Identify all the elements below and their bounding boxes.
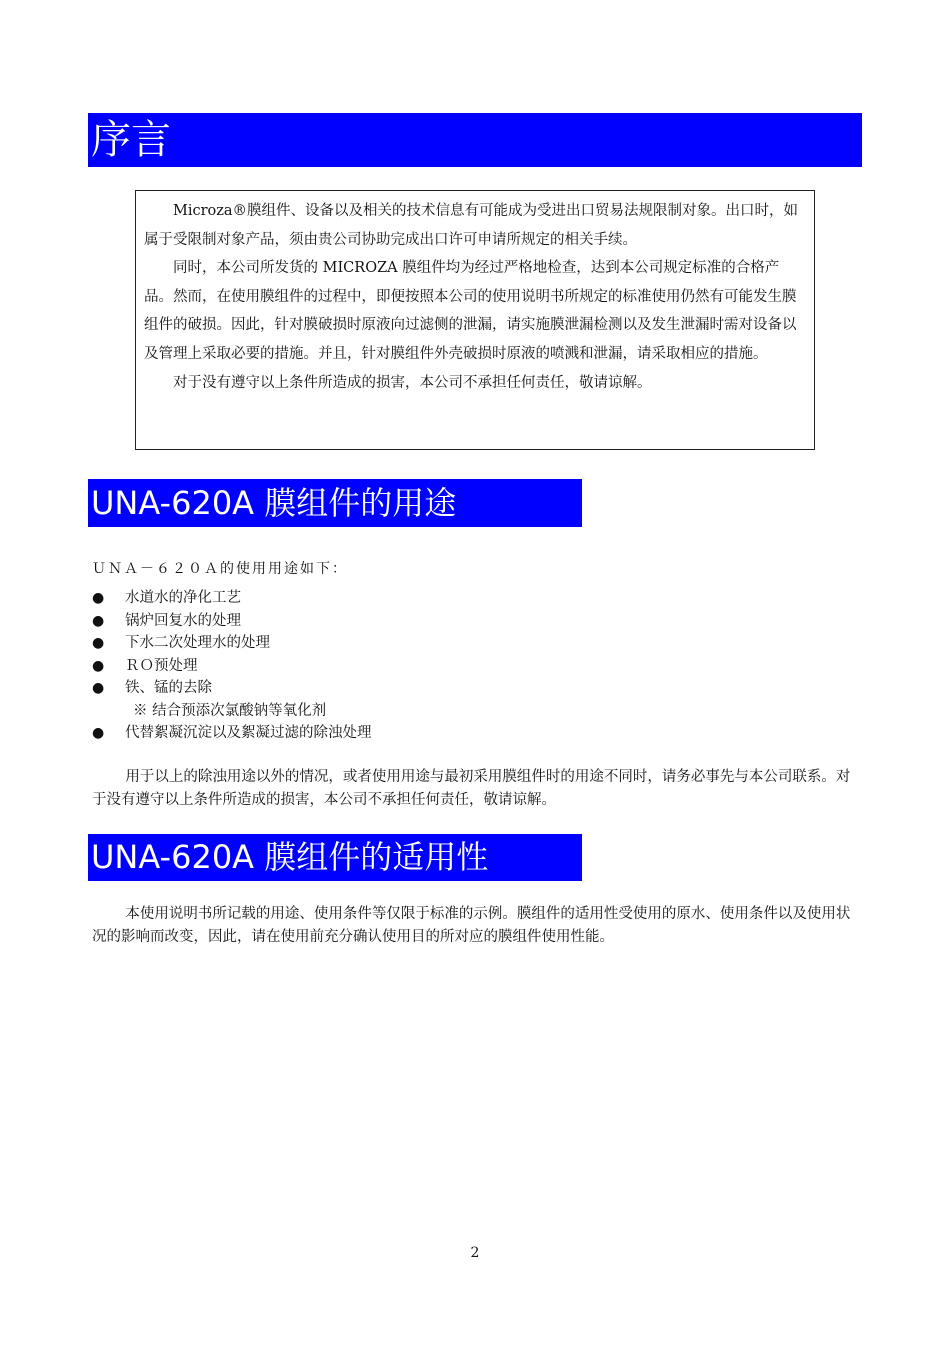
list-item-label: 水道水的净化工艺 <box>125 590 241 606</box>
list-note: ※ 结合预添次氯酸钠等氧化剂 <box>133 702 327 719</box>
list-item <box>92 655 372 678</box>
list-item <box>92 610 372 633</box>
export-notice-box <box>135 190 815 450</box>
bullet-icon: ● <box>92 725 105 741</box>
bullet-icon: ● <box>92 590 105 606</box>
list-item-label: 铁、锰的去除 <box>125 680 212 696</box>
list-item <box>92 587 372 610</box>
suitability-heading: UNA-620A 膜组件的适用性 <box>88 834 582 881</box>
bullet-icon: ● <box>92 612 105 629</box>
list-item <box>92 632 372 655</box>
list-item-label: 代替絮凝沉淀以及絮凝过滤的除浊处理 <box>125 725 372 741</box>
list-item-label: ＲＯ预处理 <box>125 657 198 674</box>
bullet-icon: ● <box>92 635 105 651</box>
usage-intro: ＵＮＡ－６２０Ａ的使用用途如下： <box>92 561 348 577</box>
usage-paragraph: 用于以上的除浊用途以外的情况，或者使用用途与最初采用膜组件时的用途不同时，请务必事先与本公司联系。对于没有遵守以上条件所造成的损害，本公司不承担任何责任，敬请谅解。 <box>92 769 851 808</box>
notice-paragraph: 对于没有遵守以上条件所造成的损害，本公司不承担任何责任，敬请谅解。 <box>173 374 652 391</box>
bullet-icon: ● <box>92 657 105 674</box>
notice-paragraph: Microza®膜组件、设备以及相关的技术信息有可能成为受进出口贸易法规限制对象。出口时，如属于受限制对象产品，须由贵公司协助完成出口许可申请所规定的相关手续。 <box>144 203 799 248</box>
usage-list <box>92 587 372 745</box>
list-item-label: 下水二次处理水的处理 <box>125 635 270 651</box>
usage-heading: UNA-620A 膜组件的用途 <box>88 479 582 527</box>
page-number: 2 <box>470 1245 480 1261</box>
bullet-icon: ● <box>92 680 105 696</box>
list-item <box>92 722 372 745</box>
suitability-paragraph: 本使用说明书所记载的用途、使用条件等仅限于标准的示例。膜组件的适用性受使用的原水、使用条件以及使用状况的影响而改变，因此，请在使用前充分确认使用目的所对应的膜组件使用性能。 <box>92 906 851 945</box>
list-item-label: 锅炉回复水的处理 <box>125 612 241 629</box>
preface-heading: 序言 <box>88 113 862 167</box>
list-item <box>92 677 372 700</box>
notice-paragraph: 同时，本公司所发货的 MICROZA 膜组件均为经过严格地检查，达到本公司规定标准的合格产品。然而，在使用膜组件的过程中，即便按照本公司的使用说明书所规定的标准使用仍然有可能发生膜组件的破损。因此，针对膜破损时原液向过滤侧的泄漏，请实施膜泄漏检测以及发生泄漏时需对设备以及管理上采取必要的措施。并且，针对膜组件外壳破损时原液的喷溅和泄漏，请采取相应的措施。 <box>144 260 797 362</box>
